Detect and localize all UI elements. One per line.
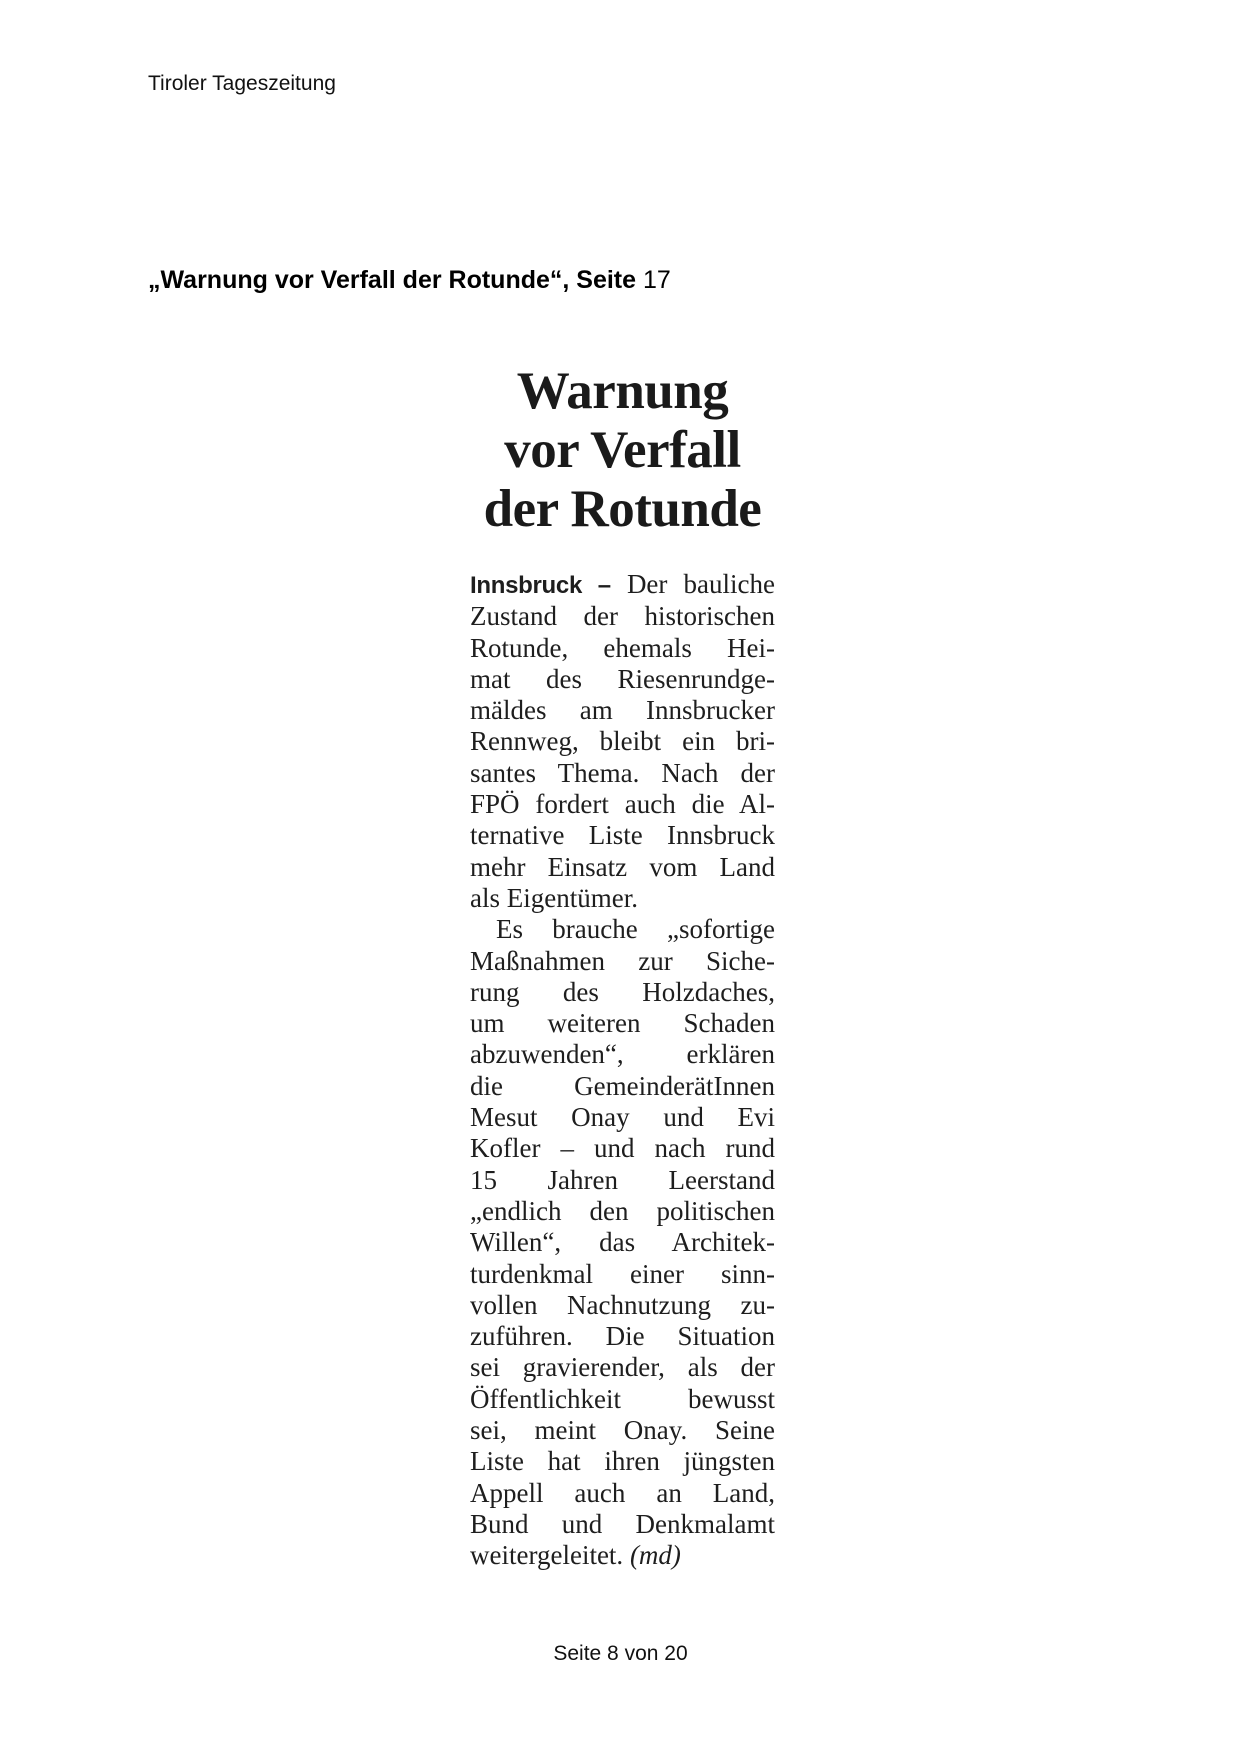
page-footer: Seite 8 von 20 xyxy=(553,1642,688,1665)
headline-line: der Rotunde xyxy=(483,480,762,538)
body-line: als Eigentümer. xyxy=(470,882,638,913)
body-line: Es brauche „sofortige xyxy=(496,914,775,945)
body-line: santes Thema. Nach der xyxy=(470,757,775,788)
body-line: Öffentlichkeit bewusst xyxy=(470,1383,775,1414)
body-line: Innsbruck – Der bauliche xyxy=(470,569,775,599)
body-line: die GemeinderätInnen xyxy=(470,1070,775,1101)
body-line: rung des Holzdaches, xyxy=(470,976,775,1007)
body-line: Mesut Onay und Evi xyxy=(470,1102,775,1133)
article-headline xyxy=(470,362,775,539)
headline-line: vor Verfall xyxy=(504,421,741,479)
body-line: Rennweg, bleibt ein bri- xyxy=(470,726,775,757)
body-line: turdenkmal einer sinn- xyxy=(470,1258,775,1289)
article-reference xyxy=(148,266,671,295)
body-line: Rotunde, ehemals Hei- xyxy=(470,632,775,663)
author-initials: (md) xyxy=(629,1540,681,1571)
body-line: FPÖ fordert auch die Al- xyxy=(470,789,775,820)
newspaper-clipping xyxy=(470,362,775,1572)
body-line: „endlich den politischen xyxy=(470,1195,775,1226)
body-line: ternative Liste Innsbruck xyxy=(470,820,775,851)
body-line: abzuwenden“, erklären xyxy=(470,1039,775,1070)
body-line: 15 Jahren Leerstand xyxy=(470,1164,775,1195)
body-line: mehr Einsatz vom Land xyxy=(470,851,775,882)
reference-page-number: 17 xyxy=(643,266,671,294)
body-line: Bund und Denkmalamt xyxy=(470,1508,775,1539)
body-line: Willen“, das Architek- xyxy=(470,1227,775,1258)
body-line: Appell auch an Land, xyxy=(470,1477,775,1508)
body-line: vollen Nachnutzung zu- xyxy=(470,1289,775,1320)
article-body xyxy=(470,569,775,1572)
reference-title: „Warnung vor Verfall der Rotunde“, Seite xyxy=(148,266,637,294)
body-line: mat des Riesenrundge- xyxy=(470,663,775,694)
body-line: Liste hat ihren jüngsten xyxy=(470,1446,775,1477)
body-line: sei, meint Onay. Seine xyxy=(470,1415,775,1446)
body-line: mäldes am Innsbrucker xyxy=(470,695,775,726)
publication-name: Tiroler Tageszeitung xyxy=(148,72,336,95)
article-dateline: Innsbruck – xyxy=(470,572,611,599)
body-line: um weiteren Schaden xyxy=(470,1008,775,1039)
headline-line: Warnung xyxy=(516,362,729,420)
body-line: weitergeleitet. (md) xyxy=(470,1540,681,1571)
body-line: Zustand der historischen xyxy=(470,601,775,632)
body-line: zuführen. Die Situation xyxy=(470,1321,775,1352)
body-line: Kofler – und nach rund xyxy=(470,1133,775,1164)
body-line: sei gravierender, als der xyxy=(470,1352,775,1383)
body-line: Maßnahmen zur Siche- xyxy=(470,945,775,976)
